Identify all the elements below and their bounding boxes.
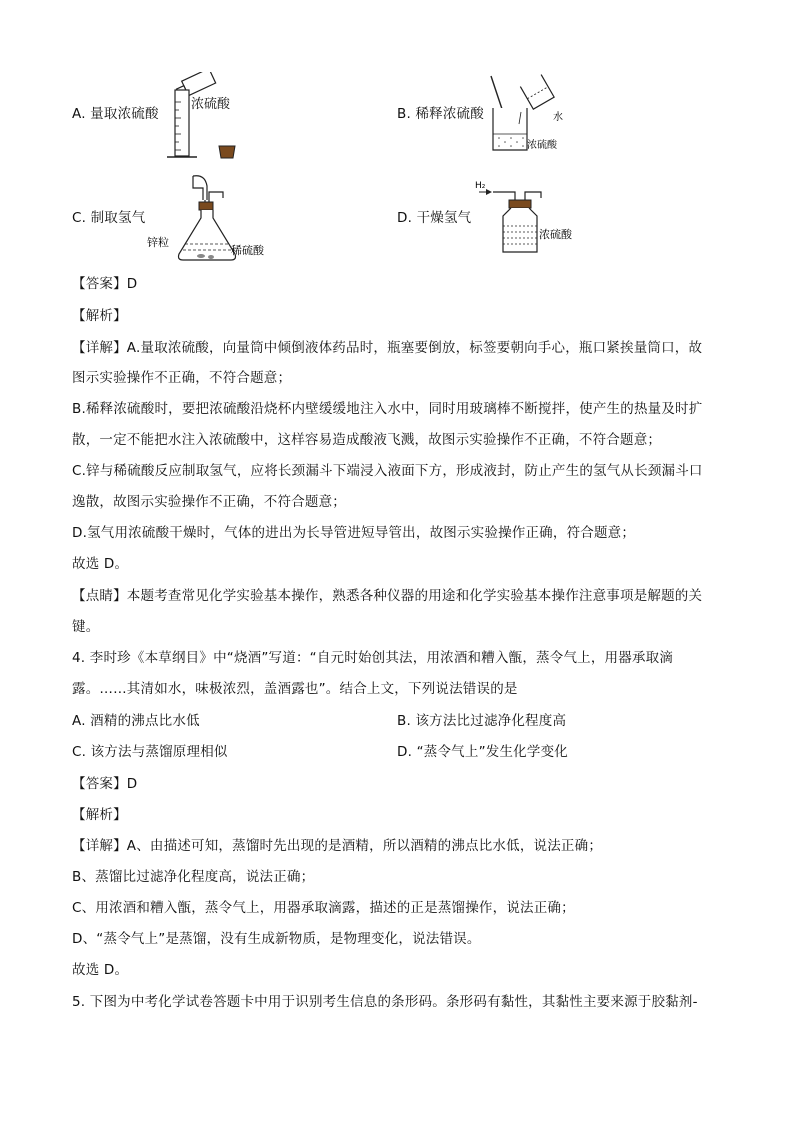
q4-detail-line: B、蒸馏比过滤净化程度高，说法正确； — [72, 869, 315, 885]
q3-option-c-label: C. 制取氢气 — [72, 210, 146, 226]
figure-hydrogen-generation — [147, 172, 287, 264]
q4-stem-line: 4. 李时珍《本草纲目》中“烧酒”写道：“自元时始创其法，用浓酒和糟入甑，蒸令气上，用器承取滴 — [72, 650, 674, 666]
figure-d-acid: 浓硫酸 — [539, 228, 572, 241]
q3-detail-line: B.稀释浓硫酸时，要把浓硫酸沿烧杯内壁缓缓地注入水中，同时用玻璃棒不断搅拌，使产生的热量及时扩 — [72, 401, 703, 417]
q3-option-a-label: A. 量取浓硫酸 — [72, 106, 159, 122]
figure-a-text: 浓硫酸 — [191, 97, 231, 112]
q3-conclusion: 故选 D。 — [72, 556, 129, 572]
q4-stem-line: 露。……其清如水，味极浓烈，盖酒露也”。结合上文，下列说法错误的是 — [72, 681, 518, 697]
q3-detail-line: D.氢气用浓硫酸干燥时，气体的进出为长导管进短导管出，故图示实验操作正确，符合题意； — [72, 525, 636, 541]
q3-option-d-label: D. 干燥氢气 — [397, 210, 472, 226]
figure-c-zinc: 锌粒 — [147, 236, 169, 249]
q4-detail-line: C、用浓酒和糟入甑，蒸令气上，用器承取滴露，描述的正是蒸馏操作，说法正确； — [72, 900, 575, 916]
figure-pour-into-cylinder — [155, 72, 255, 164]
figure-dry-hydrogen — [475, 176, 585, 256]
q4-analysis-heading: 【解析】 — [72, 807, 127, 823]
q3-comment-line: 键。 — [72, 619, 100, 635]
q4-option-b: B. 该方法比过滤净化程度高 — [397, 713, 567, 729]
figure-c-acid: 稀硫酸 — [231, 244, 264, 257]
q3-answer: 【答案】D — [72, 276, 138, 292]
q4-option-a: A. 酒精的沸点比水低 — [72, 713, 200, 729]
q4-detail-line: D、“蒸令气上”是蒸馏，没有生成新物质，是物理变化，说法错误。 — [72, 931, 481, 947]
q4-detail-line: 【详解】A、由描述可知，蒸馏时先出现的是酒精，所以酒精的沸点比水低，说法正确； — [72, 838, 603, 854]
q4-option-d: D. “蒸令气上”发生化学变化 — [397, 744, 568, 760]
figure-b-acid: 浓硫酸 — [527, 140, 557, 151]
q3-detail-line: 散，一定不能把水注入浓硫酸中，这样容易造成酸液飞溅，故图示实验操作不正确，不符合题意； — [72, 432, 662, 448]
q3-option-b-label: B. 稀释浓硫酸 — [397, 106, 484, 122]
q5-stem-line: 5. 下图为中考化学试卷答题卡中用于识别考生信息的条形码。条形码有黏性，其黏性主要来源于胶黏剂- — [72, 994, 698, 1010]
q3-detail-line: 【详解】A.量取浓硫酸，向量筒中倾倒液体药品时，瓶塞要倒放，标签要朝向手心，瓶口紧挨量筒口，故 — [72, 340, 703, 356]
q3-detail-line: 图示实验操作不正确，不符合题意； — [72, 370, 292, 386]
figure-dilute-acid — [485, 72, 575, 157]
q3-detail-line: C.锌与稀硫酸反应制取氢气，应将长颈漏斗下端浸入液面下方，形成液封，防止产生的氢气从长颈漏斗口 — [72, 463, 703, 479]
q4-answer: 【答案】D — [72, 776, 138, 792]
q4-option-c: C. 该方法与蒸馏原理相似 — [72, 744, 228, 760]
figure-b-water: 水 — [553, 112, 563, 123]
q3-comment-line: 【点睛】本题考查常见化学实验基本操作，熟悉各种仪器的用途和化学实验基本操作注意事项是解题的关 — [72, 588, 703, 604]
q4-conclusion: 故选 D。 — [72, 962, 129, 978]
q3-detail-line: 逸散，故图示实验操作不正确，不符合题意； — [72, 494, 346, 510]
q3-analysis-heading: 【解析】 — [72, 308, 127, 324]
figure-d-gas: H₂ — [475, 181, 486, 191]
